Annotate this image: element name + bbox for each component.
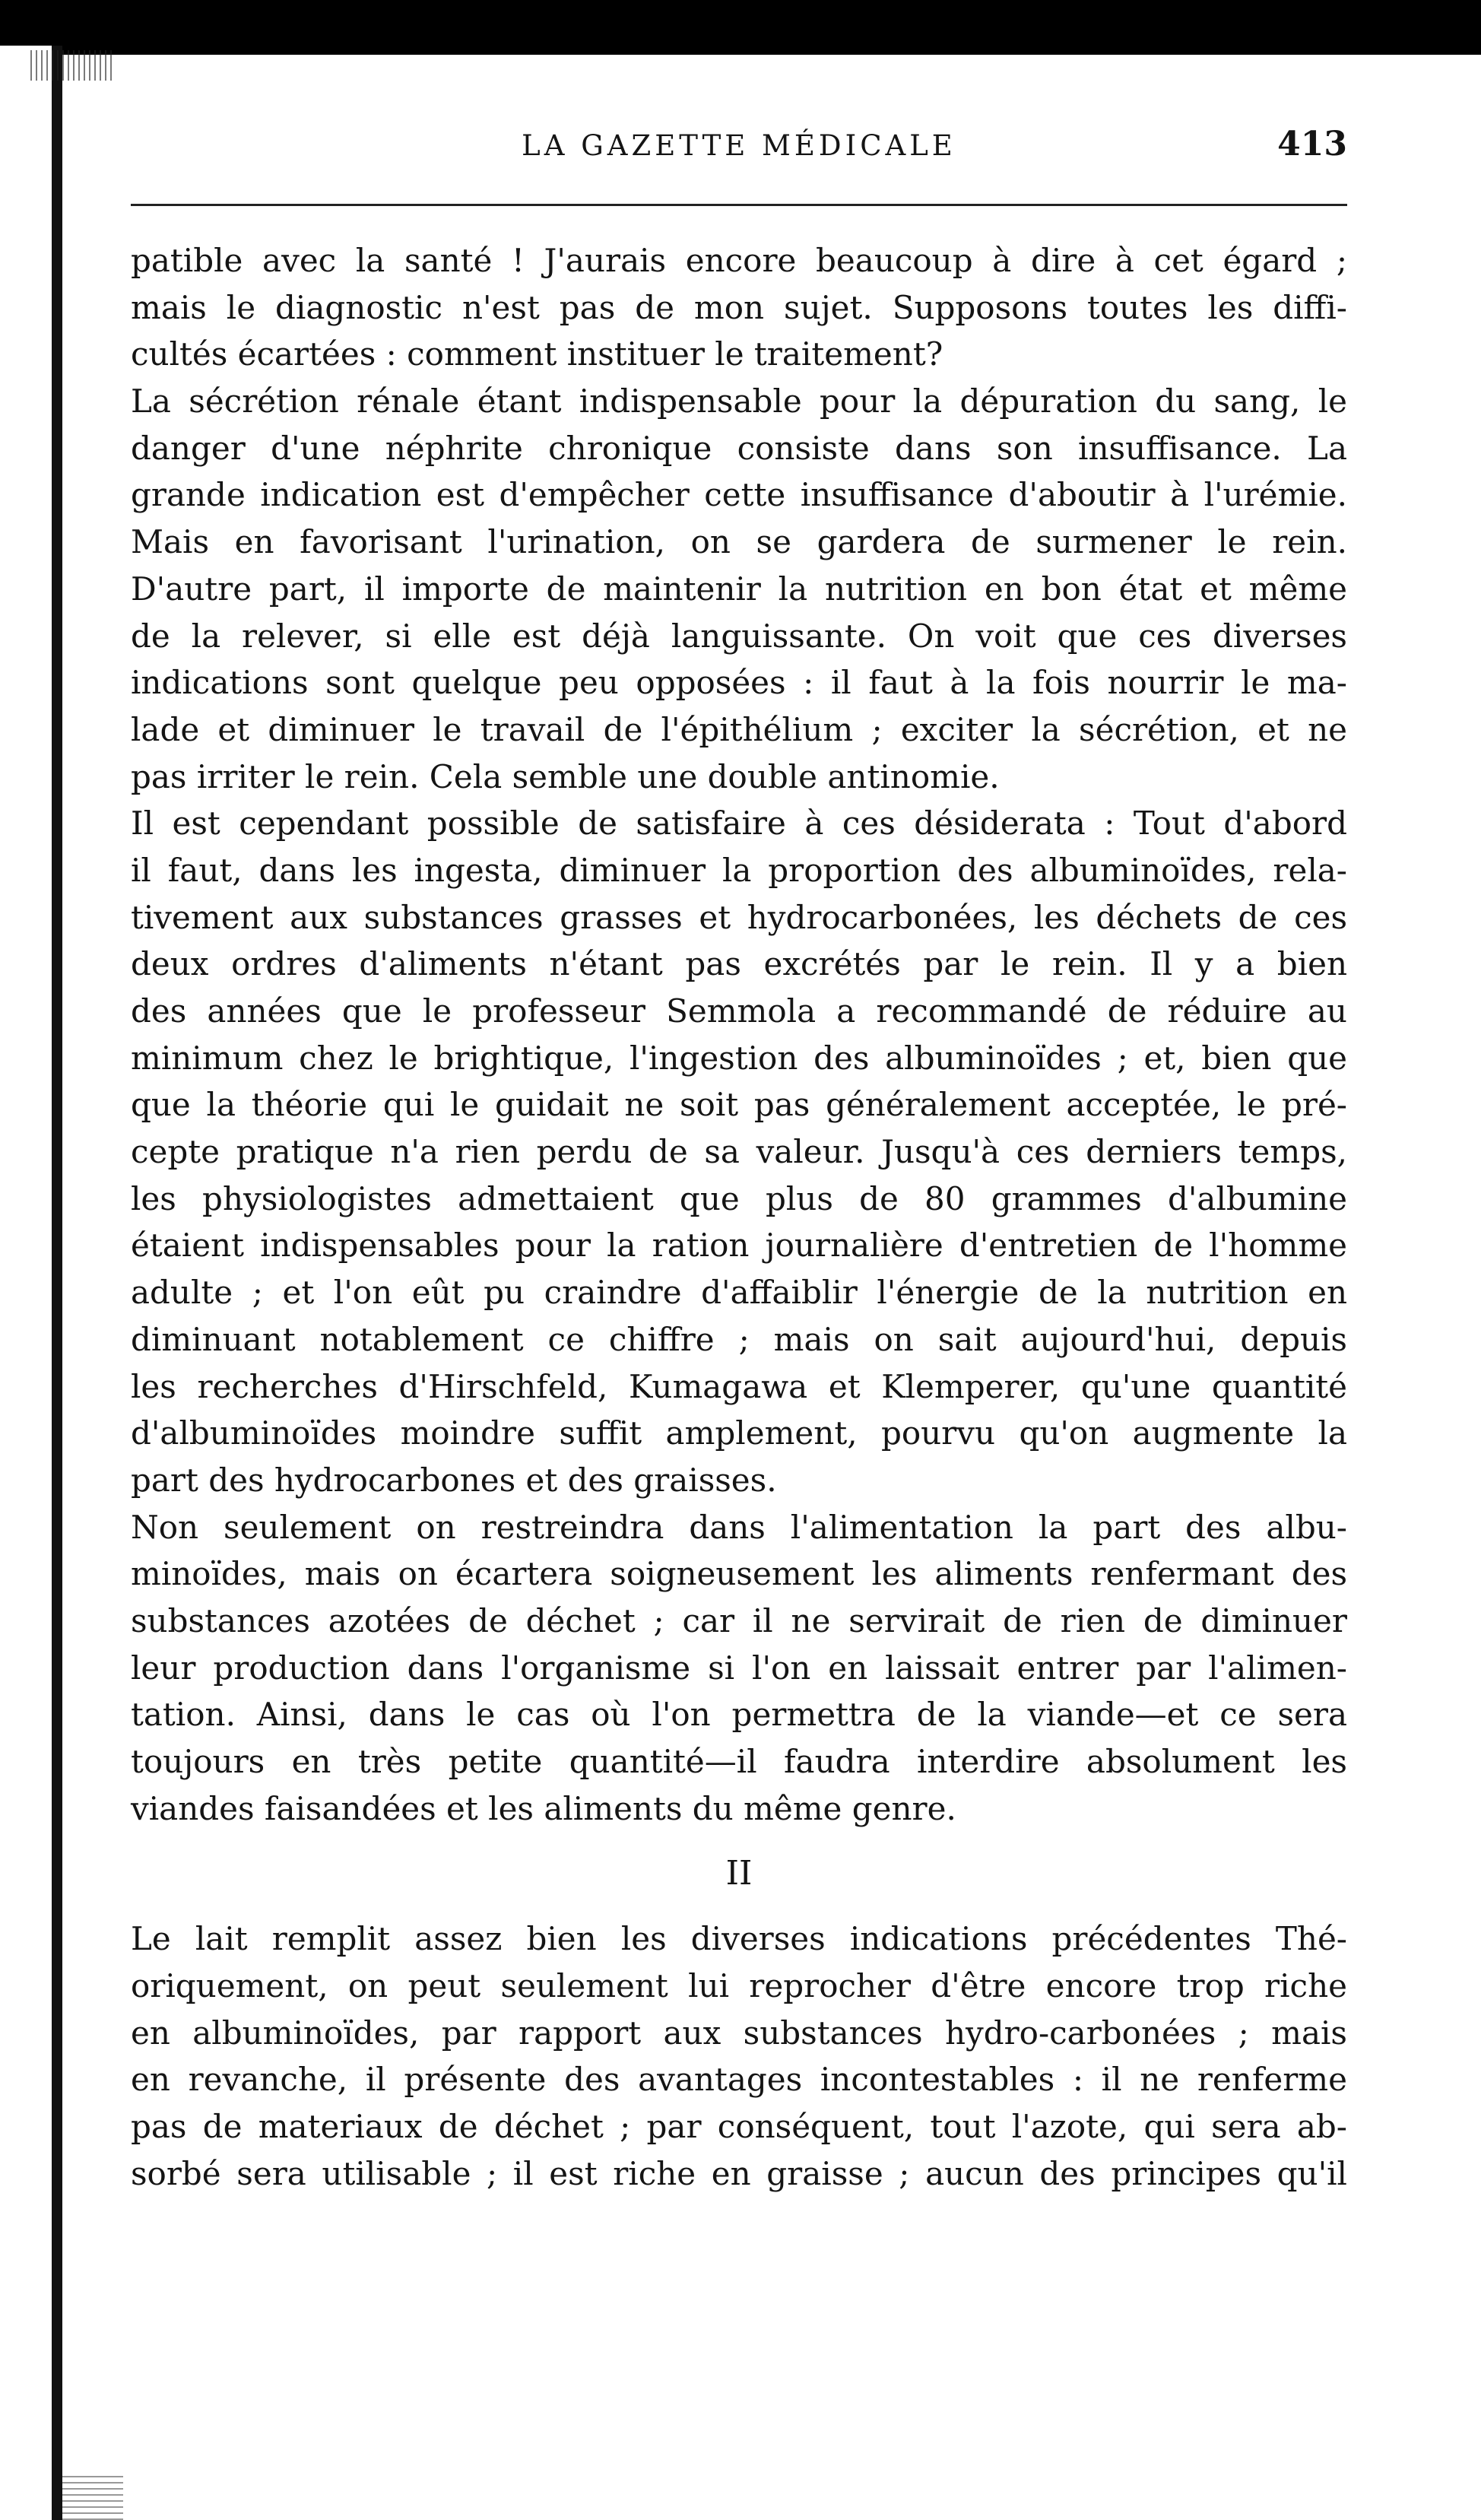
text-line: des années que le professeur Semmola a recommandé de réduire au [131, 992, 1347, 1030]
text-line: deux ordres d'aliments n'étant pas excrétés par le rein. Il y a bien [131, 945, 1347, 983]
text-line: les recherches d'Hirschfeld, Kumagawa et Klemperer, qu'une quantité [131, 1367, 1347, 1405]
text-line: en revanche, il présente des avantages incontestables : il ne renferme [131, 2061, 1347, 2099]
text-line: il faut, dans les ingesta, diminuer la proportion des albuminoïdes, rela- [131, 851, 1347, 889]
page-body [131, 237, 1347, 2198]
text-line: de la relever, si elle est déjà languissante. On voit que ces diverses [131, 617, 1347, 655]
section-number: II [725, 1854, 753, 1893]
paragraph [131, 1915, 1347, 2197]
running-title: LA GAZETTE MÉDICALE [522, 129, 956, 162]
text-line: indications sont quelque peu opposées : il faut à la fois nourrir le ma- [131, 664, 1347, 702]
text-line: viandes faisandées et les aliments du même genre. [131, 1789, 956, 1827]
text-line: Il est cependant possible de satisfaire à ces désiderata : Tout d'abord [131, 805, 1347, 843]
paragraph [131, 800, 1347, 1503]
scan-edge-artifact-bottom [62, 2474, 123, 2520]
text-line: diminuant notablement ce chiffre ; mais on sait aujourd'hui, depuis [131, 1320, 1347, 1358]
paragraph [131, 237, 1347, 378]
text-line: adulte ; et l'on eût pu craindre d'affaiblir l'énergie de la nutrition en [131, 1274, 1347, 1312]
paragraph [131, 378, 1347, 800]
text-line: danger d'une néphrite chronique consiste dans son insuffisance. La [131, 429, 1347, 467]
page-header [131, 125, 1347, 169]
page-number: 413 [1277, 125, 1347, 163]
text-line: lade et diminuer le travail de l'épithélium ; exciter la sécrétion, et ne [131, 710, 1347, 748]
scan-left-margin [0, 46, 52, 2520]
text-line: pas de materiaux de déchet ; par conséquent, tout l'azote, qui sera ab- [131, 2108, 1347, 2146]
text-line: D'autre part, il importe de maintenir la nutrition en bon état et même [131, 570, 1347, 608]
text-line: Le lait remplit assez bien les diverses indications précédentes Thé- [131, 1920, 1347, 1958]
text-line: part des hydrocarbones et des graisses. [131, 1461, 777, 1499]
text-line: d'albuminoïdes moindre suffit amplement, pourvu qu'on augmente la [131, 1414, 1347, 1452]
text-line: pas irriter le rein. Cela semble une double antinomie. [131, 757, 1000, 795]
text-line: cultés écartées : comment instituer le traitement? [131, 335, 943, 373]
paragraph [131, 1504, 1347, 1833]
text-line: leur production dans l'organisme si l'on en laissait entrer par l'alimen- [131, 1649, 1347, 1687]
text-line: Mais en favorisant l'urination, on se gardera de surmener le rein. [131, 523, 1347, 561]
text-line: que la théorie qui le guidait ne soit pas généralement acceptée, le pré- [131, 1086, 1347, 1124]
header-rule [131, 204, 1347, 206]
scan-top-border [0, 0, 1481, 55]
text-line: étaient indispensables pour la ration journalière d'entretien de l'homme [131, 1227, 1347, 1265]
text-line: en albuminoïdes, par rapport aux substances hydro-carbonées ; mais [131, 2014, 1347, 2052]
text-line: toujours en très petite quantité—il faudra interdire absolument les [131, 1743, 1347, 1780]
text-line: cepte pratique n'a rien perdu de sa valeur. Jusqu'à ces derniers temps, [131, 1133, 1347, 1171]
text-line: les physiologistes admettaient que plus de 80 grammes d'albumine [131, 1179, 1347, 1217]
text-line: minoïdes, mais on écartera soigneusement les aliments renfermant des [131, 1555, 1347, 1593]
text-line: La sécrétion rénale étant indispensable pour la dépuration du sang, le [131, 382, 1347, 421]
text-line: oriquement, on peut seulement lui reprocher d'être encore trop riche [131, 1967, 1347, 2005]
scan-binding-edge [52, 46, 62, 2520]
text-line: grande indication est d'empêcher cette insuffisance d'aboutir à l'urémie. [131, 476, 1347, 514]
text-line: mais le diagnostic n'est pas de mon sujet. Supposons toutes les diffi- [131, 288, 1347, 326]
text-line: patible avec la santé ! J'aurais encore beaucoup à dire à cet égard ; [131, 242, 1347, 279]
scan-edge-artifact [30, 50, 114, 81]
text-line: minimum chez le brightique, l'ingestion des albuminoïdes ; et, bien que [131, 1039, 1347, 1077]
text-line: substances azotées de déchet ; car il ne servirait de rien de diminuer [131, 1601, 1347, 1639]
text-line: tivement aux substances grasses et hydrocarbonées, les déchets de ces [131, 898, 1347, 936]
text-line: Non seulement on restreindra dans l'alimentation la part des albu- [131, 1508, 1347, 1546]
text-line: tation. Ainsi, dans le cas où l'on permettra de la viande—et ce sera [131, 1696, 1347, 1734]
text-line: sorbé sera utilisable ; il est riche en graisse ; aucun des principes qu'il [131, 2154, 1347, 2192]
